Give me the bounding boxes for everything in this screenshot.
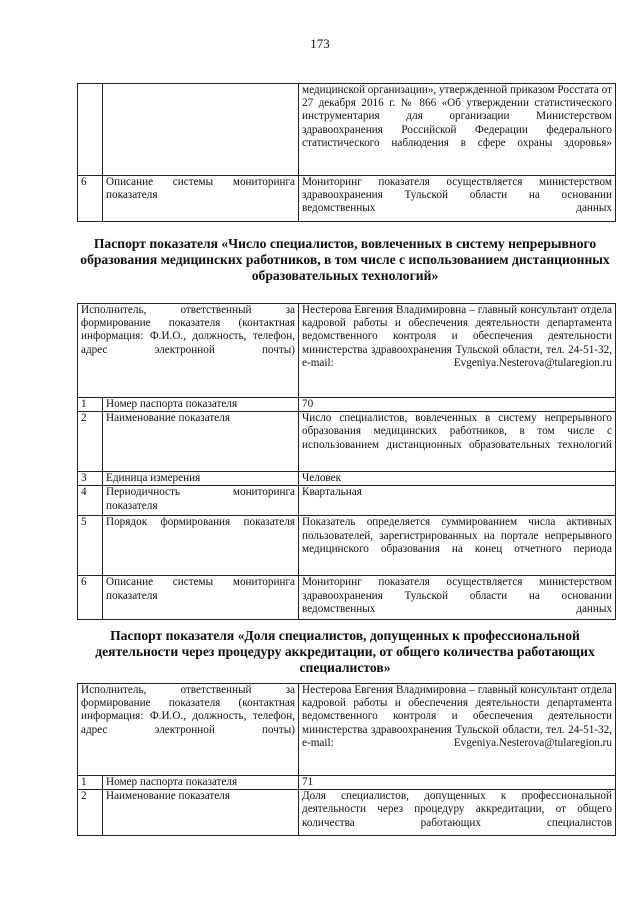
passport-table-71 xyxy=(77,683,616,836)
executor-label: Исполнитель, ответственный за формирование показателя (контактная информация: Ф.И.О., должность, телефон, адрес электронной почты) xyxy=(78,304,299,398)
table-row xyxy=(78,412,616,472)
executor-value: Нестерова Евгения Владимировна – главный консультант отдела кадровой работы и обеспечения деятельности департамента ведомственного контроля и обеспечения деятельности министерства здравоохранения Тульской области, тел. 24-51-32, e-mail: Evgeniya.Nesterova@tularegion.ru xyxy=(299,684,616,776)
row-number: 2 xyxy=(78,412,103,472)
row-value: Человек xyxy=(299,472,616,486)
row-number: 1 xyxy=(78,776,103,790)
row-number: 4 xyxy=(78,486,103,516)
table-row xyxy=(78,84,616,176)
row-label: Описание системы мониторинга показателя xyxy=(103,176,299,222)
row-value: Квартальная xyxy=(299,486,616,516)
row-label: Наименование показателя xyxy=(103,790,299,836)
row-label: Наименование показателя xyxy=(103,412,299,472)
table-row xyxy=(78,576,616,620)
executor-value: Нестерова Евгения Владимировна – главный консультант отдела кадровой работы и обеспечения деятельности департамента ведомственного контроля и обеспечения деятельности министерства здравоохранения Тульской области, тел. 24-51-32, e-mail: Evgeniya.Nesterova@tularegion.ru xyxy=(299,304,616,398)
table-row xyxy=(78,516,616,576)
row-number: 6 xyxy=(78,576,103,620)
passport-table-70 xyxy=(77,303,616,620)
row-value: Доля специалистов, допущенных к профессиональной деятельности через процедуру аккредитации, от общего количества работающих специалистов xyxy=(299,790,616,836)
row-number: 2 xyxy=(78,790,103,836)
row-value: Мониторинг показателя осуществляется министерством здравоохранения Тульской области на основании ведомственных данных xyxy=(299,576,616,620)
table-row xyxy=(78,398,616,412)
table-row xyxy=(78,304,616,398)
row-number: 6 xyxy=(78,176,103,222)
row-value: 71 xyxy=(299,776,616,790)
row-label: Единица измерения xyxy=(103,472,299,486)
row-number: 1 xyxy=(78,398,103,412)
row-value: Мониторинг показателя осуществляется министерством здравоохранения Тульской области на основании ведомственных данных xyxy=(299,176,616,222)
table-row xyxy=(78,684,616,776)
row-label: Номер паспорта показателя xyxy=(103,776,299,790)
row-label: Описание системы мониторинга показателя xyxy=(103,576,299,620)
page-number: 173 xyxy=(310,36,330,51)
table-row xyxy=(78,176,616,222)
row-number: 5 xyxy=(78,516,103,576)
table-cell-value: медицинской организации», утвержденной приказом Росстата от 27 декабря 2016 г. № 866 «Об утверждении статистического инструментария для организации Министерством здравоохранения Российской Федерации федерального статистического наблюдения в сфере охраны здоровья» xyxy=(299,84,616,176)
row-label: Номер паспорта показателя xyxy=(103,398,299,412)
row-number: 3 xyxy=(78,472,103,486)
row-label: Периодичность мониторинга показателя xyxy=(103,486,299,516)
table-row xyxy=(78,486,616,516)
executor-label: Исполнитель, ответственный за формирование показателя (контактная информация: Ф.И.О., должность, телефон, адрес электронной почты) xyxy=(78,684,299,776)
table-row xyxy=(78,776,616,790)
table-row xyxy=(78,472,616,486)
row-value: Число специалистов, вовлеченных в систему непрерывного образования медицинских работников, в том числе с использованием дистанционных образовательных технологий xyxy=(299,412,616,472)
table-row xyxy=(78,790,616,836)
passport-heading: Паспорт показателя «Доля специалистов, допущенных к профессиональной деятельности через процедуру аккредитации, от общего количества работающих специалистов» xyxy=(95,628,595,675)
row-label: Порядок формирования показателя xyxy=(103,516,299,576)
row-value: Показатель определяется суммированием числа активных пользователей, зарегистрированных на портале непрерывного медицинского образования на конец отчетного периода xyxy=(299,516,616,576)
passport-heading: Паспорт показателя «Число специалистов, вовлеченных в систему непрерывного образования медицинских работников, в том числе с использованием дистанционных образовательных технологий» xyxy=(80,236,610,283)
table-continuation xyxy=(77,83,616,222)
row-value: 70 xyxy=(299,398,616,412)
